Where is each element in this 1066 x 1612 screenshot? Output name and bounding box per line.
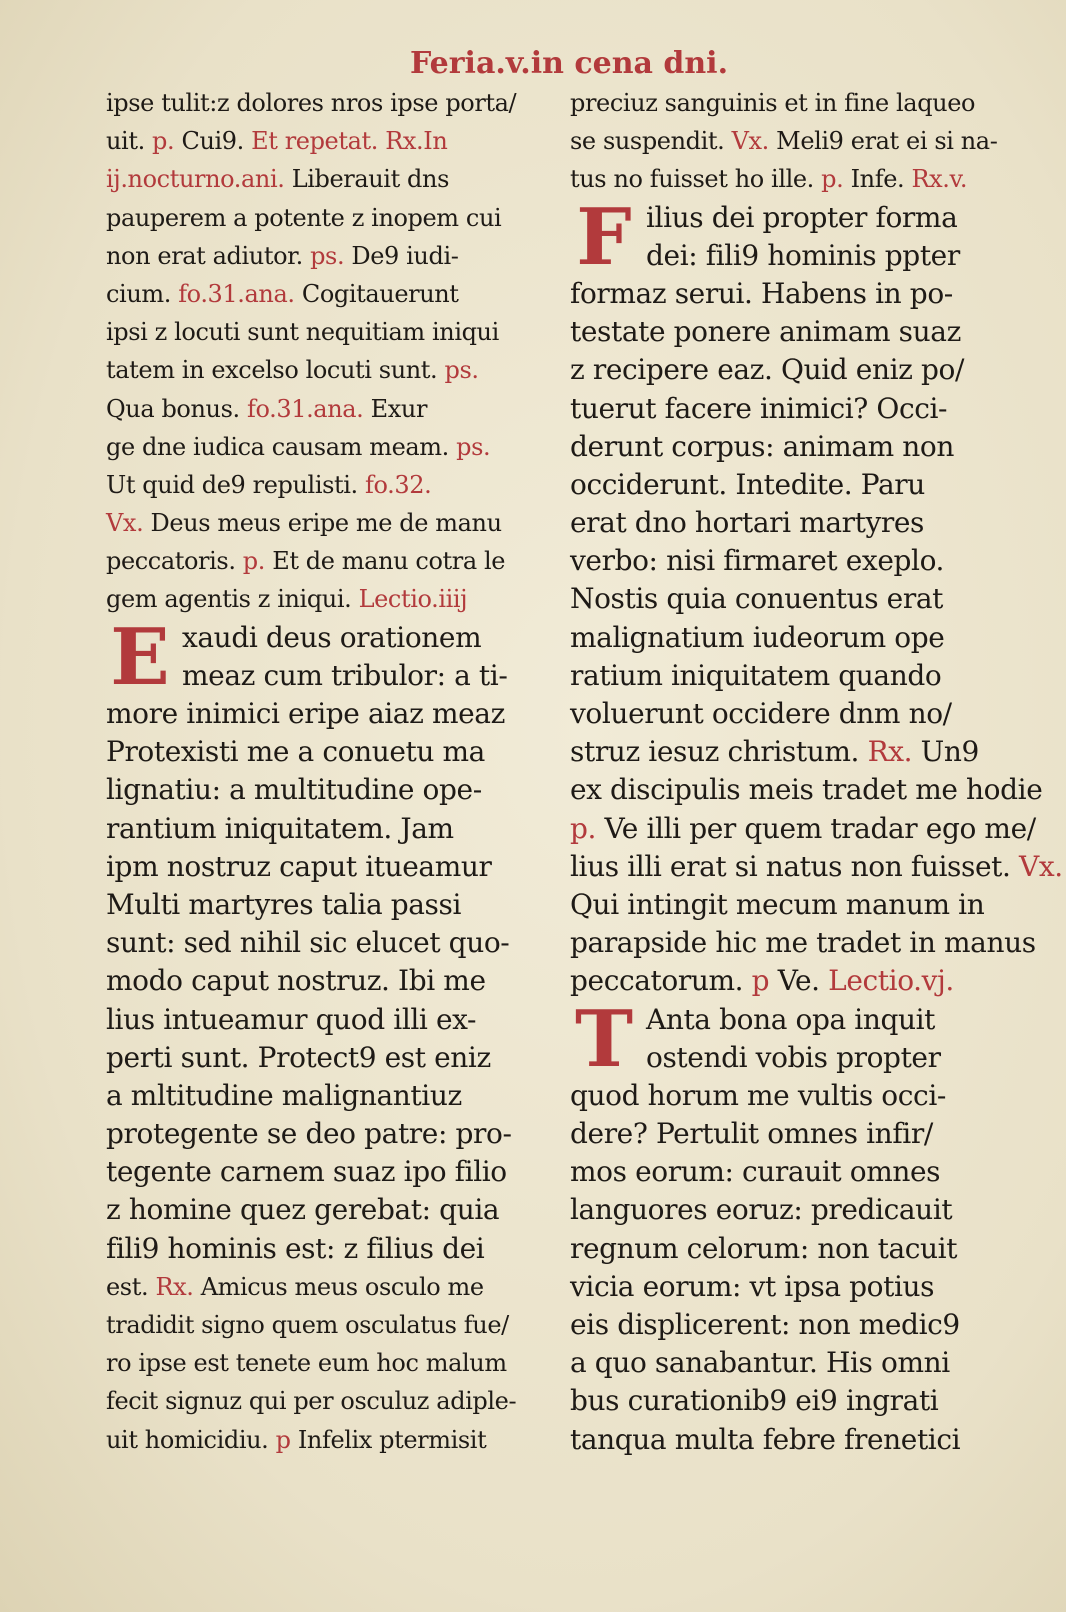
body-text: voluerunt occidere dnm no/ [570, 697, 952, 730]
text-line [106, 1344, 550, 1382]
body-text: Et de manu cotra le [272, 547, 506, 576]
body-text: se suspendit. [570, 127, 725, 156]
text-line: ostendi vobis propter [646, 1040, 941, 1074]
right-column [570, 84, 1063, 1459]
text-line: modo caput nostruz. Ibi me [106, 964, 486, 998]
text-line: vicia eorum: vt ipsa potius [570, 1269, 935, 1303]
body-text: gem agentis z iniqui. [106, 585, 352, 614]
drop-cap-f: F [576, 198, 632, 275]
body-text: ex discipulis meis tradet me hodie [570, 773, 1043, 807]
text-line [106, 275, 550, 313]
body-text: Qua bonus. [106, 394, 240, 423]
rubric-text: ps. [444, 356, 479, 385]
body-text: peccatoris. [106, 547, 236, 576]
text-line [106, 580, 550, 618]
text-line [570, 504, 1014, 542]
text-line [106, 1421, 550, 1459]
body-text: uit homicidiu. [106, 1425, 269, 1454]
text-line: dere? Pertulit omnes infir/ [570, 1117, 933, 1151]
body-text: parapside hic me tradet in manus [570, 926, 1036, 960]
body-text: tatem in excelso locuti sunt. [106, 356, 438, 385]
text-line [570, 351, 1014, 389]
body-text: Cui9. [181, 127, 244, 156]
text-line [106, 122, 550, 160]
text-line: Multi martyres talia passi [106, 887, 462, 921]
text-line [570, 542, 1014, 580]
text-line: perti sunt. Protect9 est eniz [106, 1040, 491, 1074]
rubric-text: Rx. [155, 1272, 194, 1301]
text-line [570, 695, 1014, 733]
text-line: z homine quez gerebat: quia [106, 1193, 500, 1227]
body-text: Un9 [920, 735, 979, 769]
rubric-text: Lectio.vj. [828, 964, 954, 998]
drop-cap-block-e [106, 619, 550, 695]
page-header: Feria.v.in cena dni. [410, 46, 729, 81]
text-line: regnum celorum: non tacuit [570, 1231, 958, 1265]
rubric-text: ij.nocturno.ani. [106, 165, 285, 194]
rubric-text: Lectio.iiij [358, 585, 468, 614]
body-text: Cogitauerunt [301, 279, 459, 308]
text-line: mos eorum: curauit omnes [570, 1155, 941, 1189]
text-line [106, 160, 550, 198]
body-text: erat dno hortari martyres [570, 506, 925, 540]
drop-cap-e: E [110, 618, 170, 695]
text-line [570, 924, 1036, 962]
text-line [106, 237, 550, 275]
text-line [570, 160, 1014, 198]
body-text: testate ponere animam suaz [570, 315, 961, 349]
rubric-text: ps. [456, 432, 491, 461]
body-text: tus no fuisset ho ille. [570, 165, 814, 194]
body-text: tuerut facere inimici? Occi- [570, 391, 948, 425]
body-text: Ve. [777, 964, 820, 998]
body-text: tradidit signo quem osculatus fue/ [106, 1311, 509, 1339]
body-text: est. [106, 1272, 149, 1301]
text-line: bus curationib9 ei9 ingrati [570, 1384, 939, 1418]
body-text: uit. [106, 127, 145, 156]
text-line [570, 275, 1014, 313]
text-line [570, 962, 1014, 1000]
rubric-text: p. [152, 127, 175, 156]
body-text: Amicus meus osculo me [200, 1272, 484, 1301]
rubric-text: p [275, 1425, 291, 1454]
text-line [570, 122, 1014, 160]
body-text: preciuz sanguinis et in fine laqueo [570, 89, 976, 117]
body-text: Nostis quia conuentus erat [570, 582, 943, 616]
body-text: Qui intingit mecum manum in [570, 887, 985, 921]
text-line: meaz cum tribulor: a ti- [182, 658, 508, 692]
text-line: protegente se deo patre: pro- [106, 1117, 512, 1151]
body-text: Meli9 erat ei si na- [776, 127, 998, 156]
rubric-text: Rx.In [385, 127, 448, 156]
text-line [570, 313, 1014, 351]
body-text: ro ipse est tenete eum hoc malum [106, 1349, 507, 1378]
text-line [106, 313, 550, 351]
rubric-text: fo.31.ana. [178, 279, 295, 308]
rubric-text: ps. [310, 241, 345, 270]
rubric-text: p. [570, 811, 597, 845]
text-line [570, 657, 1014, 695]
text-line: a quo sanabantur. His omni [570, 1346, 950, 1380]
text-line [106, 199, 550, 237]
text-line: fili9 hominis est: z filius dei [106, 1231, 485, 1265]
text-line: xaudi deus orationem [182, 620, 482, 654]
rubric-text: fo.32. [365, 470, 432, 499]
text-line: sunt: sed nihil sic elucet quo- [106, 926, 510, 960]
body-text: Deus meus eripe me de manu [150, 509, 502, 538]
text-line [106, 1268, 550, 1306]
text-line: tanqua multa febre frenetici [570, 1422, 961, 1456]
body-text: Infelix ptermisit [297, 1425, 487, 1454]
body-text: Ve illi per quem tradar ego me/ [604, 811, 1036, 845]
text-line [570, 848, 1063, 886]
text-line: ipm nostruz caput itueamur [106, 849, 492, 883]
drop-cap-block-t [570, 1001, 1014, 1077]
text-line: languores eoruz: predicauit [570, 1193, 953, 1227]
text-line [106, 466, 550, 504]
text-line: Protexisti me a conuetu ma [106, 735, 485, 769]
body-text: ratium iniquitatem quando [570, 658, 942, 692]
text-line: eis displicerent: non medic9 [570, 1308, 960, 1341]
rubric-text: Vx. [1019, 849, 1063, 883]
body-text: struz iesuz christum. [570, 735, 860, 769]
drop-cap-block-f [570, 199, 1014, 275]
body-text: ge dne iudica causam meam. [106, 432, 449, 461]
body-text: peccatorum. [570, 964, 744, 998]
rubric-text: fo.31.ana. [246, 394, 364, 423]
text-line: ilius dei propter forma [646, 200, 958, 234]
text-line [570, 580, 1014, 618]
text-line [106, 428, 550, 466]
text-line [570, 771, 1043, 809]
body-text: Exur [370, 394, 428, 423]
body-text: ipsi z locuti sunt nequitiam iniqui [106, 318, 499, 347]
body-text: z recipere eaz. Quid eniz po/ [570, 353, 965, 387]
rubric-text: Rx.v. [911, 165, 968, 194]
body-text: cium. [106, 279, 171, 308]
text-line [106, 390, 550, 428]
body-text: Liberauit dns [291, 165, 449, 194]
text-line [106, 504, 550, 542]
text-line [570, 390, 1014, 428]
text-line [570, 619, 1014, 657]
body-text: Ut quid de9 repulisti. [106, 470, 358, 499]
body-text: Infe. [850, 165, 905, 194]
body-text: non erat adiutor. [106, 241, 303, 270]
rubric-text: p. [242, 547, 265, 576]
text-line: more inimici eripe aiaz meaz [106, 697, 505, 730]
body-text: malignatium iudeorum ope [570, 620, 945, 654]
text-line: tegente carnem suaz ipo filio [106, 1155, 507, 1189]
body-text: lius illi erat si natus non fuisset. [570, 849, 1011, 883]
body-text: pauperem a potente z inopem cui [106, 203, 502, 232]
rubric-text: Vx. [731, 127, 769, 156]
text-line [570, 466, 1014, 504]
drop-cap-t: T [574, 1000, 634, 1077]
rubric-text: Rx. [867, 735, 913, 769]
text-line: dei: fili9 hominis ppter [646, 238, 960, 272]
rubric-text: Vx. [106, 509, 144, 538]
text-line [570, 733, 1014, 771]
text-line: rantium iniquitatem. Jam [106, 811, 454, 845]
body-text: fecit signuz qui per osculuz adiple- [106, 1387, 517, 1416]
text-line [106, 1306, 550, 1344]
text-line [106, 542, 550, 580]
text-line [106, 1382, 550, 1420]
rubric-text: Et repetat. [251, 127, 378, 156]
rubric-text: p. [821, 165, 844, 194]
body-text: occiderunt. Intedite. Paru [570, 467, 925, 501]
text-line [570, 810, 1036, 848]
text-line [106, 84, 550, 122]
text-line: lignatiu: a multitudine ope- [106, 773, 482, 807]
body-text: ipse tulit:z dolores nros ipse porta/ [106, 89, 517, 117]
body-text: De9 iudi- [351, 241, 459, 270]
text-line: lius intueamur quod illi ex- [106, 1002, 477, 1036]
rubric-text: p [751, 964, 770, 998]
text-line [106, 351, 550, 389]
body-text: verbo: nisi firmaret exeplo. [570, 544, 945, 578]
body-text: formaz serui. Habens in po- [570, 276, 953, 310]
text-line: a mltitudine malignantiuz [106, 1078, 462, 1112]
text-line [570, 428, 1014, 466]
text-line: Anta bona opa inquit [646, 1002, 936, 1036]
text-line [570, 886, 1014, 924]
text-line [570, 84, 1014, 122]
body-text: derunt corpus: animam non [570, 429, 954, 463]
left-column [106, 84, 550, 1459]
text-line: quod horum me vultis occi- [570, 1078, 946, 1112]
